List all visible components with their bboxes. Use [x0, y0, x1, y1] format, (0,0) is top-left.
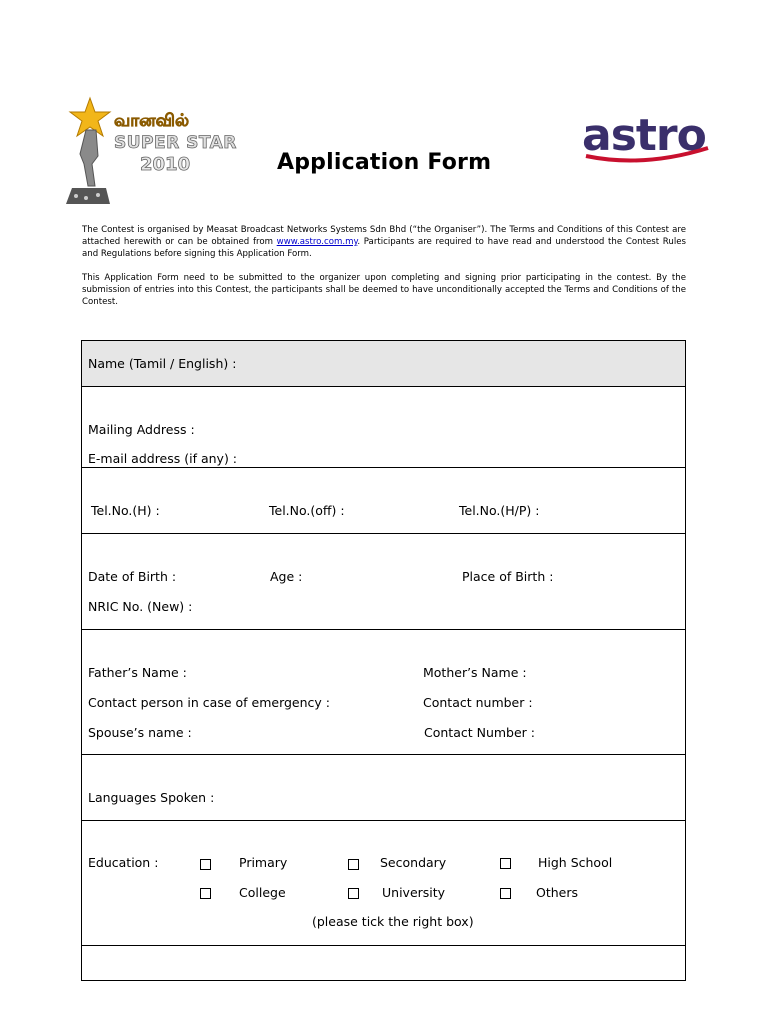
- family-row: [82, 630, 685, 755]
- university-checkbox[interactable]: [348, 888, 359, 899]
- tel-home-label[interactable]: Tel.No.(H) :: [91, 503, 160, 518]
- primary-option-label: Primary: [239, 855, 288, 870]
- intro-paragraph-2: This Application Form need to be submitted to the organizer upon completing and signing prior participating in the contest. By the submission of entries into this Contest, the participants shall be deemed to have unconditionally accepted the Terms and Conditions of the Contest.: [82, 273, 686, 307]
- languages-spoken-label[interactable]: Languages Spoken :: [88, 790, 215, 805]
- university-option-label: University: [382, 885, 446, 900]
- super-star-2010-logo: [62, 96, 252, 208]
- mailing-address-label[interactable]: Mailing Address :: [88, 422, 195, 437]
- tel-office-label[interactable]: Tel.No.(off) :: [269, 503, 345, 518]
- intro-paragraph-1: [82, 224, 686, 260]
- email-address-label[interactable]: E-mail address (if any) :: [88, 451, 238, 466]
- spouse-contact-number-label[interactable]: Contact Number :: [424, 725, 536, 740]
- birth-row: [82, 534, 685, 630]
- high-school-checkbox[interactable]: [500, 858, 511, 869]
- logo-tamil-text: வானவில்: [114, 111, 190, 131]
- others-option-label: Others: [536, 885, 579, 900]
- high-school-option-label: High School: [538, 855, 613, 870]
- place-of-birth-label[interactable]: Place of Birth :: [462, 569, 554, 584]
- date-of-birth-label[interactable]: Date of Birth :: [88, 569, 177, 584]
- astro-logo-text: astro: [582, 110, 706, 161]
- others-checkbox[interactable]: [500, 888, 511, 899]
- mother-name-label[interactable]: Mother’s Name :: [423, 665, 527, 680]
- college-checkbox[interactable]: [200, 888, 211, 899]
- education-label: Education :: [88, 855, 159, 870]
- tel-handphone-label[interactable]: Tel.No.(H/P) :: [459, 503, 540, 518]
- emergency-contact-label[interactable]: Contact person in case of emergency :: [88, 695, 331, 710]
- spouse-name-label[interactable]: Spouse’s name :: [88, 725, 192, 740]
- age-label[interactable]: Age :: [270, 569, 303, 584]
- secondary-checkbox[interactable]: [348, 859, 359, 870]
- intro-text: The Contest is organised by Measat Broadcast Networks Systems Sdn Bhd (“the Organiser”). The Terms and Conditions of this Contest are attached herewith or can be obtained from: [82, 225, 686, 247]
- logo-superstar-text: SUPER STAR: [114, 133, 237, 153]
- application-form-table: [81, 340, 686, 981]
- astro-website-link[interactable]: www.astro.com.my: [276, 237, 358, 247]
- address-row: [82, 387, 685, 468]
- tick-instruction: (please tick the right box): [312, 914, 474, 929]
- secondary-option-label: Secondary: [380, 855, 447, 870]
- name-field-label[interactable]: Name (Tamil / English) :: [88, 356, 237, 371]
- emergency-contact-number-label[interactable]: Contact number :: [423, 695, 533, 710]
- name-row: [82, 341, 685, 387]
- college-option-label: College: [239, 885, 286, 900]
- languages-row: [82, 755, 685, 821]
- nric-label[interactable]: NRIC No. (New) :: [88, 599, 193, 614]
- trophy-figure-icon: [66, 98, 110, 204]
- astro-logo: [580, 110, 712, 166]
- father-name-label[interactable]: Father’s Name :: [88, 665, 187, 680]
- education-row: [82, 821, 685, 946]
- logo-year-text: 2010: [140, 154, 191, 175]
- telephone-row: [82, 468, 685, 534]
- intro-text: . Participants are required to have read and understood the Contest Rules and Regulations before signing this Application Form.: [82, 237, 686, 259]
- blank-row[interactable]: [82, 946, 685, 982]
- page-title: Application Form: [277, 150, 492, 175]
- primary-checkbox[interactable]: [200, 859, 211, 870]
